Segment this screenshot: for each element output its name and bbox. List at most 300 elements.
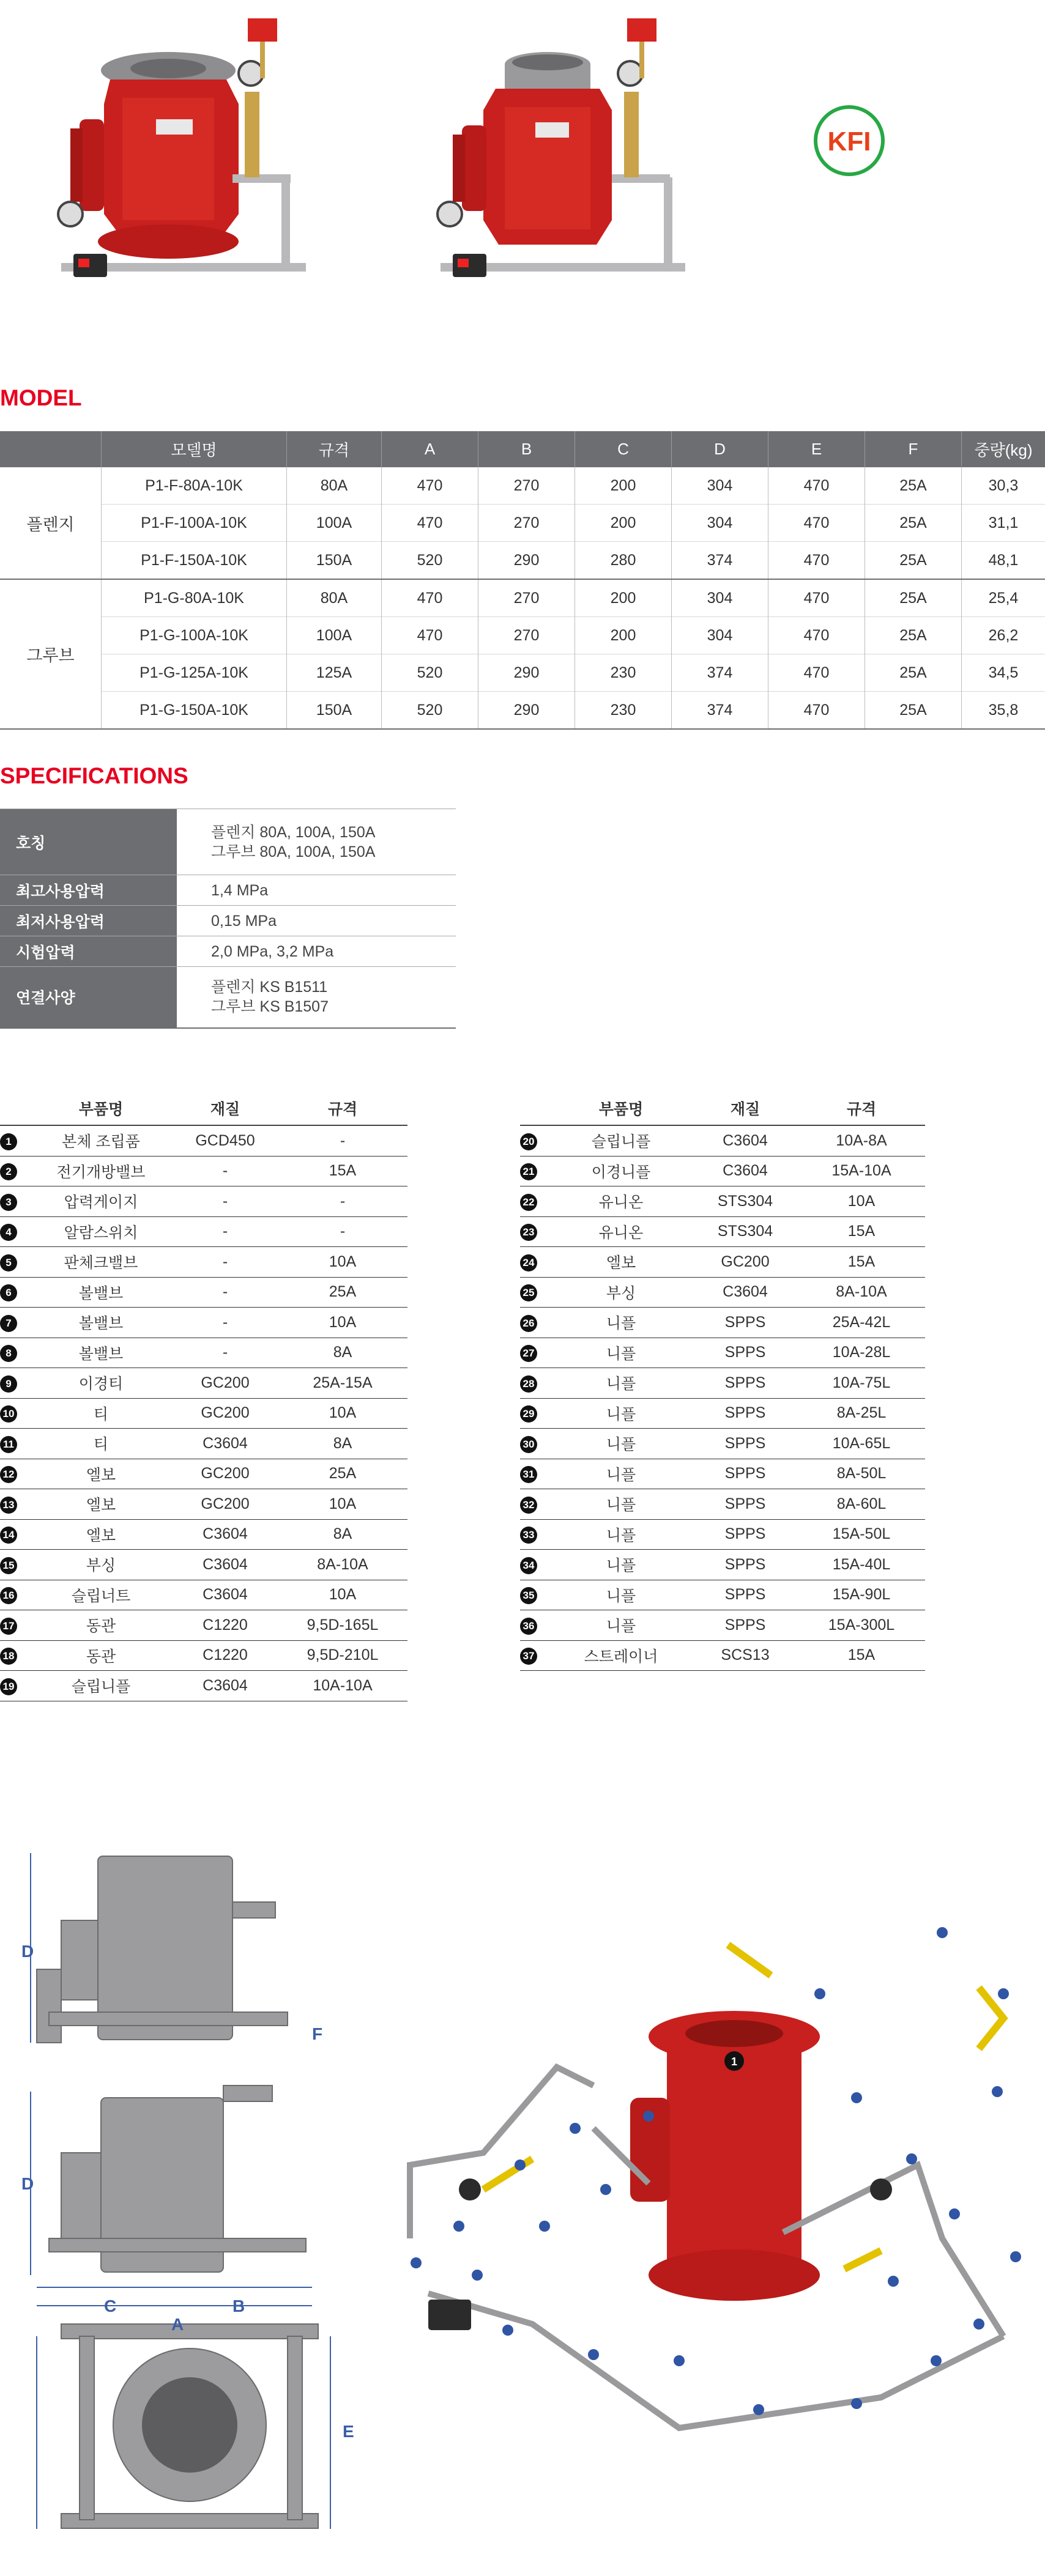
front-view-drain-pipe [49,2012,288,2026]
parts-header-name: 부품명 [29,1092,173,1125]
spec-value-line: 플렌지 KS B1511 [211,979,328,996]
part-name-cell: 볼밸브 [29,1277,173,1308]
part-material-cell: SPPS [693,1550,798,1580]
parts-header-spec: 규격 [798,1092,925,1125]
part-number-cell [520,1125,549,1156]
parts-row [0,1247,407,1278]
assembly-body [667,2037,801,2275]
part-name-cell: 슬립니플 [549,1125,693,1156]
parts-row [520,1338,925,1368]
parts-row [520,1308,925,1338]
assembly-bore [685,2020,783,2047]
parts-row [0,1186,407,1217]
part-spec-cell: 10A-10A [278,1671,407,1701]
model-value-cell: 230 [575,692,672,730]
part-number-cell [520,1216,549,1247]
part-number-cell [0,1429,29,1459]
part-number-badge: 28 [520,1375,537,1393]
header-cell: A [382,431,478,467]
model-value-cell: 470 [382,617,478,654]
model-value-cell: 270 [478,617,575,654]
parts-header [0,1092,407,1125]
model-value-cell: 304 [672,467,768,505]
model-value-cell: 200 [575,579,672,617]
part-spec-cell: 15A-90L [798,1580,925,1610]
model-value-cell: 80A [287,579,382,617]
part-name-cell: 알람스위치 [29,1216,173,1247]
model-name-cell: P1-F-150A-10K [102,542,287,580]
part-material-cell: C3604 [693,1125,798,1156]
header-cell: C [575,431,672,467]
part-number-cell [520,1247,549,1278]
parts-header-spec: 규격 [278,1092,407,1125]
part-number-cell [0,1247,29,1278]
part-material-cell: SPPS [693,1398,798,1429]
part-material-cell: GC200 [173,1398,278,1429]
part-material-cell: C3604 [173,1580,278,1610]
model-value-cell: 270 [478,505,575,542]
part-name-cell: 니플 [549,1459,693,1489]
model-name-cell: P1-G-125A-10K [102,654,287,692]
part-name-cell: 스트레이너 [549,1640,693,1671]
part-name-cell: 동관 [29,1610,173,1641]
parts-header-num [520,1092,549,1125]
kfi-logo [806,104,892,177]
part-material-cell: SPPS [693,1519,798,1550]
parts-row [0,1216,407,1247]
model-value-cell: 34,5 [962,654,1045,692]
model-section-title: MODEL [0,385,82,410]
part-spec-cell: 15A-300L [798,1610,925,1641]
part-name-cell: 전기개방밸브 [29,1156,173,1186]
part-spec-cell: 8A-10A [278,1550,407,1580]
part-spec-cell: 15A [798,1640,925,1671]
dimension-drawings [21,1829,367,2550]
parts-header-num [0,1092,29,1125]
model-name-cell: P1-G-150A-10K [102,692,287,730]
part-spec-cell: 25A [278,1277,407,1308]
part-name-cell: 본체 조립품 [29,1125,173,1156]
spec-key: 시험압력 [0,936,177,967]
grooved-valve-image [422,12,679,300]
model-value-cell: 374 [672,692,768,730]
part-number-cell [0,1368,29,1399]
model-name-cell: P1-F-100A-10K [102,505,287,542]
part-number-badge: 35 [520,1587,537,1604]
part-number-badge: 37 [520,1648,537,1665]
parts-row [520,1550,925,1580]
parts-header-material: 재질 [693,1092,798,1125]
part-name-cell: 압력게이지 [29,1186,173,1217]
model-value-cell: 520 [382,654,478,692]
model-value-cell: 304 [672,505,768,542]
part-spec-cell: 15A-40L [798,1550,925,1580]
model-row [0,467,1045,505]
part-number-badge: 12 [0,1466,17,1483]
part-material-cell: C1220 [173,1640,278,1671]
part-material-cell: C1220 [173,1610,278,1641]
spec-key: 호칭 [0,809,177,875]
dimension-label-e: E [343,2422,354,2441]
side-view-drain-pipe [49,2238,306,2252]
part-name-cell: 슬립니플 [29,1671,173,1701]
part-spec-cell: 25A [278,1459,407,1489]
parts-row [0,1489,407,1520]
model-row [0,692,1045,730]
part-name-cell: 니플 [549,1368,693,1399]
parts-table-left [0,1092,407,1701]
part-material-cell: STS304 [693,1186,798,1217]
header-cell: 규격 [287,431,382,467]
part-number-badge: 16 [0,1587,17,1604]
part-number-cell [520,1519,549,1550]
parts-row [520,1156,925,1186]
parts-row [520,1429,925,1459]
part-spec-cell: - [278,1216,407,1247]
part-number-badge: 25 [520,1284,537,1301]
part-material-cell: - [173,1277,278,1308]
part-number-badge: 11 [0,1436,17,1453]
part-material-cell: GC200 [173,1368,278,1399]
top-view-pipe-top [61,2324,318,2339]
part-number-badge: 23 [520,1224,537,1241]
part-name-cell: 이경니플 [549,1156,693,1186]
part-material-cell: - [173,1247,278,1278]
model-value-cell: 26,2 [962,617,1045,654]
part-name-cell: 부싱 [549,1277,693,1308]
part-number-cell [520,1550,549,1580]
model-value-cell: 470 [382,467,478,505]
part-number-badge: 27 [520,1345,537,1362]
part-spec-cell: 10A [278,1489,407,1520]
model-value-cell: 520 [382,542,478,580]
dimension-label-d: D [21,2174,34,2193]
side-view-trim [223,2086,272,2101]
spec-value-line: 2,0 MPa, 3,2 MPa [211,942,334,960]
part-spec-cell: 8A [278,1519,407,1550]
part-number-badge: 6 [0,1284,17,1301]
parts-row [520,1216,925,1247]
part-number-cell [520,1398,549,1429]
part-number-badge: 1 [0,1133,17,1150]
part-number-cell [0,1216,29,1247]
parts-row [520,1610,925,1641]
part-spec-cell: 8A [278,1338,407,1368]
spec-value-line: 0,15 MPa [211,912,277,930]
part-name-cell: 볼밸브 [29,1308,173,1338]
part-material-cell: SPPS [693,1610,798,1641]
part-spec-cell: 8A-25L [798,1398,925,1429]
model-value-cell: 290 [478,542,575,580]
dimension-label-d: D [21,1942,34,1961]
model-name-cell: P1-F-80A-10K [102,467,287,505]
parts-row [520,1186,925,1217]
spec-row [0,809,456,875]
part-name-cell: 판체크밸브 [29,1247,173,1278]
part-spec-cell: 25A-15A [278,1368,407,1399]
part-number-cell [0,1459,29,1489]
part-material-cell: - [173,1308,278,1338]
model-value-cell: 80A [287,467,382,505]
model-value-cell: 280 [575,542,672,580]
part-number-badge: 3 [0,1194,17,1211]
model-value-cell: 270 [478,467,575,505]
part-spec-cell: 10A-28L [798,1338,925,1368]
parts-row [520,1640,925,1671]
part-number-cell [0,1156,29,1186]
parts-row [0,1550,407,1580]
parts-row [0,1156,407,1186]
parts-row [0,1671,407,1701]
part-material-cell: SCS13 [693,1640,798,1671]
front-view-side-flange [61,1920,98,2000]
spec-value [177,809,456,875]
part-spec-cell: 10A-8A [798,1125,925,1156]
part-spec-cell: 10A [798,1186,925,1217]
part-name-cell: 니플 [549,1610,693,1641]
part-number-badge: 31 [520,1466,537,1483]
parts-row [0,1398,407,1429]
header-cell: 모델명 [102,431,287,467]
part-name-cell: 니플 [549,1429,693,1459]
specifications-table [0,809,456,1029]
part-number-cell [520,1186,549,1217]
spec-value [177,967,456,1028]
part-number-badge: 34 [520,1557,537,1574]
header-cell: 중량(kg) [962,431,1045,467]
part-number-cell [520,1308,549,1338]
part-number-badge: 26 [520,1315,537,1332]
header-cell: D [672,431,768,467]
parts-row [520,1489,925,1520]
part-name-cell: 엘보 [29,1519,173,1550]
parts-header-material: 재질 [173,1092,278,1125]
part-spec-cell: - [278,1186,407,1217]
specifications-section-title: SPECIFICATIONS [0,763,188,788]
top-view-pipe-right [288,2336,302,2520]
part-number-badge: 8 [0,1345,17,1362]
model-value-cell: 374 [672,654,768,692]
part-number-badge: 36 [520,1618,537,1635]
part-name-cell: 니플 [549,1308,693,1338]
part-number-cell [0,1610,29,1641]
model-table [0,431,1045,730]
part-name-cell: 유니온 [549,1186,693,1217]
model-value-cell: 25A [865,467,962,505]
spec-value-line: 그루브 KS B1507 [211,998,329,1016]
part-material-cell: GC200 [173,1489,278,1520]
parts-table-right [520,1092,925,1671]
part-number-cell [0,1186,29,1217]
part-name-cell: 엘보 [29,1459,173,1489]
model-row [0,654,1045,692]
part-spec-cell: 15A [278,1156,407,1186]
parts-row [520,1125,925,1156]
top-view-pipe-bottom [61,2514,318,2528]
part-number-cell [0,1671,29,1701]
parts-row [520,1459,925,1489]
part-material-cell: SPPS [693,1308,798,1338]
part-name-cell: 티 [29,1429,173,1459]
spec-value-line: 플렌지 80A, 100A, 150A [211,823,376,841]
part-spec-cell: - [278,1125,407,1156]
model-value-cell: 30,3 [962,467,1045,505]
model-value-cell: 25A [865,542,962,580]
part-material-cell: SPPS [693,1338,798,1368]
dimension-label-a: A [171,2315,184,2334]
model-value-cell: 304 [672,579,768,617]
part-number-badge: 29 [520,1405,537,1423]
part-spec-cell: 15A-50L [798,1519,925,1550]
part-number-cell [0,1489,29,1520]
assembly-body-bottom-flange [649,2249,820,2301]
model-value-cell: 304 [672,617,768,654]
kfi-logo-mark [806,104,892,177]
model-value-cell: 470 [768,617,865,654]
parts-row [0,1277,407,1308]
part-material-cell: C3604 [693,1156,798,1186]
model-group-label: 그루브 [0,579,102,729]
part-material-cell: C3604 [693,1277,798,1308]
part-callout-1-label: 1 [731,2056,738,2068]
part-name-cell: 니플 [549,1519,693,1550]
assembly-gauge [459,2178,481,2200]
parts-row [520,1247,925,1278]
model-value-cell: 470 [382,505,478,542]
part-name-cell: 니플 [549,1580,693,1610]
part-spec-cell: 10A [278,1247,407,1278]
parts-row [0,1125,407,1156]
part-number-cell [0,1398,29,1429]
part-number-cell [520,1489,549,1520]
model-value-cell: 150A [287,692,382,730]
model-value-cell: 48,1 [962,542,1045,580]
model-value-cell: 100A [287,505,382,542]
top-view-pipe-left [80,2336,94,2520]
part-number-badge: 15 [0,1557,17,1574]
model-value-cell: 470 [768,692,865,730]
part-material-cell: C3604 [173,1519,278,1550]
spec-row [0,936,456,967]
spec-key: 최저사용압력 [0,906,177,936]
part-material-cell: GCD450 [173,1125,278,1156]
spec-key: 연결사양 [0,967,177,1028]
part-spec-cell: 10A [278,1580,407,1610]
part-name-cell: 니플 [549,1550,693,1580]
model-value-cell: 25A [865,505,962,542]
part-spec-cell: 9,5D-165L [278,1610,407,1641]
part-name-cell: 이경티 [29,1368,173,1399]
dimension-label-b: B [232,2297,245,2315]
parts-header [520,1092,925,1125]
spec-value-line: 1,4 MPa [211,881,269,899]
part-number-cell [0,1125,29,1156]
part-material-cell: - [173,1186,278,1217]
part-material-cell: - [173,1216,278,1247]
spec-row [0,906,456,936]
parts-row [520,1368,925,1399]
kfi-logo-text: KFI [827,127,871,157]
header-cell: F [865,431,962,467]
model-value-cell: 470 [768,542,865,580]
parts-row [520,1519,925,1550]
part-material-cell: C3604 [173,1671,278,1701]
model-value-cell: 25A [865,654,962,692]
model-value-cell: 125A [287,654,382,692]
part-number-cell [0,1308,29,1338]
part-name-cell: 니플 [549,1398,693,1429]
part-number-cell [520,1277,549,1308]
parts-row [0,1610,407,1641]
part-number-badge: 22 [520,1194,537,1211]
part-material-cell: C3604 [173,1429,278,1459]
model-value-cell: 100A [287,617,382,654]
model-group-label: 플렌지 [26,515,75,534]
spec-key: 최고사용압력 [0,875,177,906]
model-value-cell: 150A [287,542,382,580]
part-number-badge: 4 [0,1224,17,1241]
parts-row [0,1459,407,1489]
part-number-cell [0,1277,29,1308]
part-name-cell: 니플 [549,1489,693,1520]
part-number-badge: 32 [520,1497,537,1514]
dimension-label-c: C [104,2297,117,2315]
part-number-cell [520,1610,549,1641]
model-value-cell: 470 [768,654,865,692]
part-spec-cell: 8A-50L [798,1459,925,1489]
parts-row [0,1308,407,1338]
part-number-cell [520,1338,549,1368]
part-number-cell [0,1519,29,1550]
part-number-badge: 24 [520,1254,537,1271]
model-value-cell: 25A [865,692,962,730]
model-value-cell: 31,1 [962,505,1045,542]
part-spec-cell: 8A-60L [798,1489,925,1520]
spec-value [177,875,456,906]
part-number-badge: 18 [0,1648,17,1665]
part-material-cell: SPPS [693,1459,798,1489]
model-value-cell: 25,4 [962,579,1045,617]
model-row [0,617,1045,654]
part-number-badge: 17 [0,1618,17,1635]
part-number-badge: 33 [520,1527,537,1544]
model-value-cell: 25A [865,617,962,654]
part-material-cell: GC200 [693,1247,798,1278]
part-number-cell [520,1368,549,1399]
part-number-badge: 13 [0,1497,17,1514]
part-name-cell: 엘보 [549,1247,693,1278]
model-table-header [0,431,1045,467]
spec-value [177,906,456,936]
parts-row [0,1338,407,1368]
part-material-cell: GC200 [173,1459,278,1489]
header-cell [0,431,102,467]
model-value-cell: 35,8 [962,692,1045,730]
part-material-cell: SPPS [693,1429,798,1459]
part-number-badge: 21 [520,1163,537,1180]
part-spec-cell: 15A [798,1247,925,1278]
model-value-cell: 200 [575,617,672,654]
part-spec-cell: 9,5D-210L [278,1640,407,1671]
part-number-cell [520,1640,549,1671]
header-cell: E [768,431,865,467]
part-number-cell [520,1429,549,1459]
part-name-cell: 부싱 [29,1550,173,1580]
model-value-cell: 520 [382,692,478,730]
part-spec-cell: 8A [278,1429,407,1459]
parts-row [0,1368,407,1399]
model-value-cell: 200 [575,505,672,542]
